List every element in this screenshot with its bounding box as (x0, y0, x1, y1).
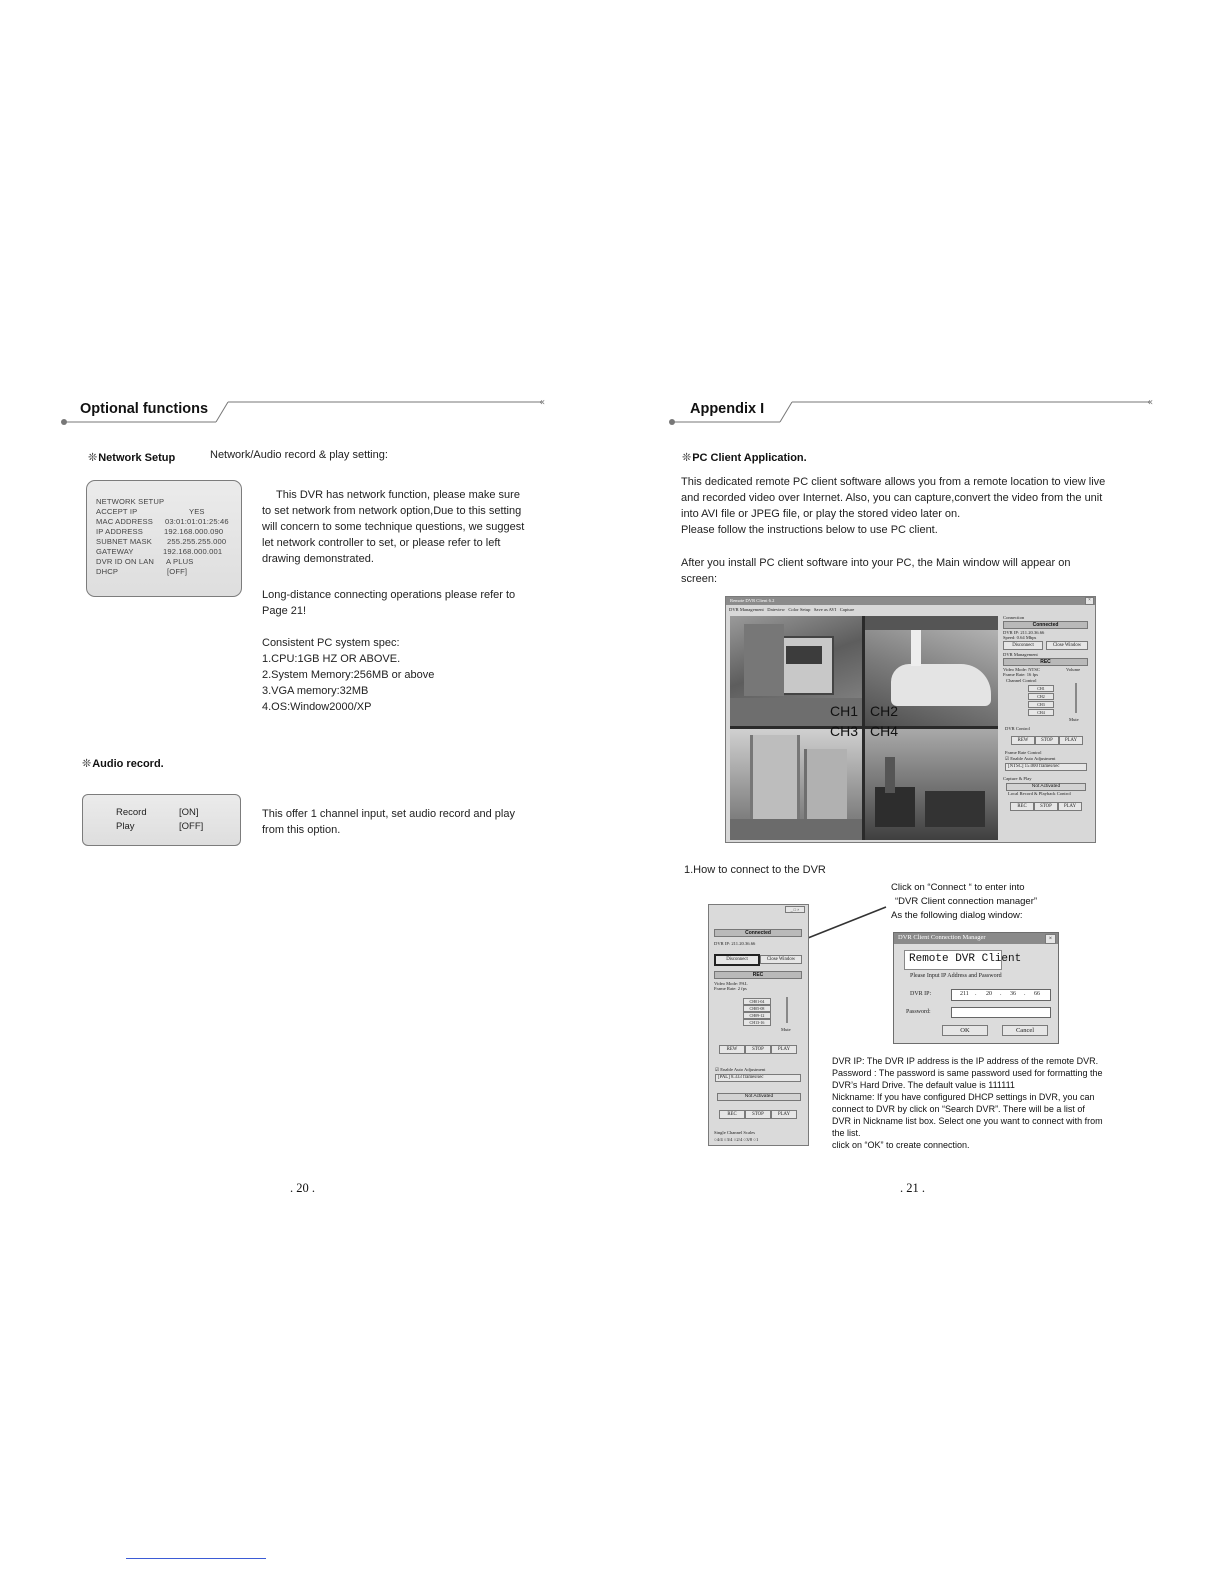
text-line: This offer 1 channel input, set audio record and play (262, 808, 515, 820)
text-line: Password : The password is same password used for formatting the (832, 1068, 1103, 1078)
play-button[interactable]: PLAY (771, 1045, 797, 1054)
main-window-screenshot (725, 596, 1096, 843)
text-line: into AVI file or JPEG file, or play the stored video later on. (681, 508, 961, 520)
local-stop-button[interactable]: STOP (745, 1110, 771, 1119)
connection-manager-dialog (893, 932, 1059, 1044)
connection-status: Connected (1003, 621, 1088, 629)
menu-bar (729, 607, 854, 612)
osd-label: GATEWAY (96, 547, 134, 556)
text-line: 1.CPU:1GB HZ OR ABOVE. (262, 653, 401, 665)
text-line: As the following dialog window: (891, 910, 1023, 921)
network-setup-heading: ❊Network Setup (88, 452, 176, 464)
local-play-button[interactable]: PLAY (1058, 802, 1082, 811)
rew-button[interactable]: REW (1011, 736, 1035, 745)
dialog-heading-box (904, 950, 1022, 970)
mute-checkbox[interactable]: Mute (781, 1027, 791, 1032)
single-scales-label: Single Channel Scales (714, 1130, 756, 1135)
video-grid (730, 616, 998, 840)
connect-callout (891, 881, 1037, 923)
osd-value: YES (189, 507, 205, 516)
text-line: This DVR has network function, please make sure (276, 489, 520, 501)
system-spec-list (262, 635, 562, 715)
scale-radios[interactable]: ○4/4 ○3/4 ○2/4 ○3/8 ○1 (714, 1137, 759, 1142)
pc-client-heading: ❊PC Client Application. (682, 452, 807, 464)
text-line: Nickname: If you have configured DHCP settings in DVR, you can (832, 1092, 1095, 1102)
dialog-heading: Remote DVR Client (909, 953, 1022, 965)
capture-status: Not Activated (1006, 783, 1086, 791)
channel-label: CH1 (830, 703, 859, 719)
pc-client-intro (681, 474, 1161, 538)
osd-value: 03:01:01:01:25:46 (165, 517, 229, 526)
cancel-button[interactable]: Cancel (1002, 1025, 1048, 1036)
local-play-button[interactable]: PLAY (771, 1110, 797, 1119)
dialog-prompt: Please Input IP Address and Password (910, 973, 1002, 979)
osd-label: SUBNET MASK (96, 537, 152, 546)
volume-slider[interactable] (1075, 683, 1077, 713)
network-osd-panel (86, 480, 242, 597)
frame-rate: Frame Rate: 2 fps (714, 986, 747, 991)
osd-value: 192.168.000.090 (164, 527, 224, 536)
menu-item[interactable]: Capture (839, 607, 855, 612)
text-line: This dedicated remote PC client software allows you from a remote location to view live (681, 476, 1106, 488)
mute-checkbox[interactable]: Mute (1069, 717, 1079, 722)
channel-button[interactable]: CH1 (1028, 685, 1054, 692)
connection-status: Connected (714, 929, 802, 937)
text-line: the list. (832, 1128, 861, 1138)
ip-octet: 66 (1034, 991, 1040, 997)
text-line: Long-distance connecting operations please refer to (262, 589, 516, 601)
text-line: to set network from network option,Due to this setting (262, 505, 522, 517)
side-panel-screenshot (708, 904, 809, 1146)
osd-value: 192.168.000.001 (163, 547, 223, 556)
channel-label: CH4 (870, 723, 899, 739)
network-subtitle: Network/Audio record & play setting: (210, 449, 388, 461)
rec-status: REC (1003, 658, 1088, 666)
frame-rate: Frame Rate: 16 fps (1003, 672, 1039, 677)
channel-button[interactable]: CH2 (1028, 693, 1054, 700)
page-number: . 21 . (900, 1181, 925, 1195)
audio-description (262, 806, 562, 838)
svg-text:«: « (539, 397, 546, 408)
text-line: Page 21! (262, 605, 307, 617)
video-mode: Video Mode: PAL (714, 981, 748, 986)
auto-adjust-checkbox[interactable]: ☑ Enable Auto Adjustment (1005, 756, 1056, 761)
connection-label: Connection (1003, 615, 1025, 620)
video-ch4 (865, 729, 998, 840)
network-paragraph (262, 487, 562, 567)
osd-label: NETWORK SETUP (96, 497, 165, 506)
channel-label: CH2 (870, 703, 899, 719)
install-note (681, 555, 1161, 587)
text-line: 3.VGA memory:32MB (262, 685, 369, 697)
osd-value: 255.255.255.000 (167, 537, 227, 546)
text-line: “DVR Client connection manager” (895, 896, 1038, 907)
text-line: let network controller to set, or please refer to left (262, 537, 501, 549)
channel-button[interactable]: CH3 (1028, 701, 1054, 708)
text-line: Consistent PC system spec: (262, 637, 400, 649)
dvr-management-label: DVR Management (1003, 652, 1038, 657)
dialog-titlebar (894, 933, 1058, 944)
ip-label: DVR IP: (910, 991, 932, 997)
text-line: click on “OK” to create connection. (832, 1140, 970, 1150)
text-line: screen: (681, 573, 718, 585)
menu-item[interactable]: Color Setup (788, 607, 811, 612)
page-title: Optional functions (80, 401, 209, 417)
window-title: Remote DVR Client 6.2 (730, 598, 775, 603)
rec-status: REC (714, 971, 802, 979)
auto-adjust-label: Enable Auto Adjustment (720, 1067, 766, 1072)
play-button[interactable]: PLAY (1059, 736, 1083, 745)
text-line: Please follow the instructions below to use PC client. (681, 524, 938, 536)
channel-button[interactable]: CH01-04 (743, 998, 771, 1005)
text-line: will concern to some technique questions, we suggest (262, 521, 525, 533)
video-mode: Video Mode: NTSC (1003, 667, 1040, 672)
audio-label: Record (116, 807, 147, 818)
local-stop-button[interactable]: STOP (1034, 802, 1058, 811)
text-line: Click on “Connect “ to enter into (891, 882, 1025, 893)
long-distance-note (262, 587, 562, 619)
menu-item[interactable]: DVR Management (729, 607, 764, 612)
close-icon[interactable]: × (1085, 597, 1094, 605)
auto-adjust-label: Enable Auto Adjustment (1010, 756, 1056, 761)
osd-label: ACCEPT IP (96, 507, 138, 516)
volume-slider[interactable] (786, 997, 788, 1023)
text-line: connect to DVR by click on “Search DVR”. There will be a list of (832, 1104, 1085, 1114)
auto-adjust-checkbox[interactable]: ☑ Enable Auto Adjustment (715, 1067, 766, 1072)
osd-label: IP ADDRESS (96, 527, 143, 536)
video-ch3 (730, 729, 862, 840)
audio-osd-panel (82, 794, 241, 846)
page-number: . 20 . (290, 1181, 315, 1195)
ip-octet: 20 (986, 991, 992, 997)
grid-divider (730, 726, 998, 729)
capture-status: Not Activated (717, 1093, 801, 1101)
dvr-ip-readout: DVR IP: 211.20.36.66 (1003, 630, 1045, 635)
menu-item[interactable]: Dateview (767, 607, 785, 612)
svg-text:«: « (1147, 397, 1154, 408)
audio-label: Play (116, 821, 135, 832)
channel-control-label: Channel Control (1006, 678, 1037, 683)
osd-label: MAC ADDRESS (96, 517, 153, 526)
text-line: and recorded video over Internet. Also, you can capture,convert the video from the unit (681, 492, 1103, 504)
dvr-ip-field[interactable]: 211 . 20 . 36 . 66 (951, 989, 1051, 1001)
local-record-label: Local Record & Playback Control (1008, 791, 1071, 796)
audio-value: [ON] (179, 807, 199, 818)
connection-field-descriptions (832, 1055, 1162, 1151)
frame-rate-select[interactable]: [NTSC] 15.000 frames/sec (1005, 763, 1087, 771)
connect-button[interactable]: Disconnect (714, 954, 760, 966)
ip-octet: 36 (1010, 991, 1016, 997)
local-rec-button[interactable]: REC (719, 1110, 745, 1119)
capture-play-label: Capture & Play (1003, 776, 1032, 781)
channel-button[interactable]: CH05-08 (743, 1005, 771, 1012)
close-window-button[interactable]: Close Window (1046, 641, 1088, 650)
osd-label: DVR ID ON LAN (96, 557, 155, 566)
window-controls[interactable]: _ □ × (785, 906, 805, 913)
text-line: 2.System Memory:256MB or above (262, 669, 435, 681)
footer-rule (126, 1558, 266, 1559)
ok-button[interactable]: OK (942, 1025, 988, 1036)
channel-button[interactable]: CH09-12 (743, 1012, 771, 1019)
dialog-title: DVR Client Connection Manager (898, 934, 986, 941)
text-line: drawing demonstrated. (262, 553, 374, 565)
text-line: 4.OS:Window2000/XP (262, 701, 372, 713)
osd-value: [OFF] (167, 567, 188, 576)
text-line: DVR in Nickname list box. Select one you want to connect with from (832, 1116, 1103, 1126)
channel-button[interactable]: CH4 (1028, 709, 1054, 716)
text-line: After you install PC client software into your PC, the Main window will appear on (681, 557, 1071, 569)
frame-rate-select[interactable]: [PAL] 8.333 frames/sec (715, 1074, 801, 1082)
password-label: Password: (906, 1009, 931, 1015)
dvr-control-label: DVR Control (1005, 726, 1030, 731)
volume-label: Volume (1066, 667, 1081, 672)
stop-button[interactable]: STOP (1035, 736, 1059, 745)
close-window-button[interactable]: Close Window (760, 955, 802, 964)
ip-octet: 211 (960, 991, 969, 997)
window-titlebar (726, 597, 1095, 605)
rew-button[interactable]: REW (719, 1045, 745, 1054)
frame-rate-control-label: Frame Rate Control (1005, 750, 1042, 755)
text-line: from this option. (262, 824, 341, 836)
menu-item[interactable]: Save as AVI (813, 607, 837, 612)
step1-title: 1.How to connect to the DVR (684, 864, 826, 876)
local-rec-button[interactable]: REC (1010, 802, 1034, 811)
channel-label: CH3 (830, 723, 859, 739)
stop-button[interactable]: STOP (745, 1045, 771, 1054)
password-field[interactable] (951, 1007, 1051, 1018)
dvr-ip-readout: DVR IP: 211.20.36.66 (714, 941, 756, 946)
audio-record-heading: ❊Audio record. (82, 758, 164, 770)
page-title: Appendix I (690, 401, 765, 417)
close-icon[interactable]: × (1045, 934, 1056, 944)
disconnect-button[interactable]: Disconnect (1003, 641, 1043, 650)
audio-value: [OFF] (179, 821, 204, 832)
osd-value: A PLUS (166, 557, 194, 566)
channel-button[interactable]: CH13-16 (743, 1019, 771, 1026)
speed-readout: Speed: 0.64 Mbps (1003, 635, 1037, 640)
text-line: DVR IP: The DVR IP address is the IP address of the remote DVR. (832, 1056, 1099, 1066)
osd-label: DHCP (96, 567, 119, 576)
text-line: DVR’s Hard Drive. The default value is 111111 (832, 1080, 1015, 1090)
